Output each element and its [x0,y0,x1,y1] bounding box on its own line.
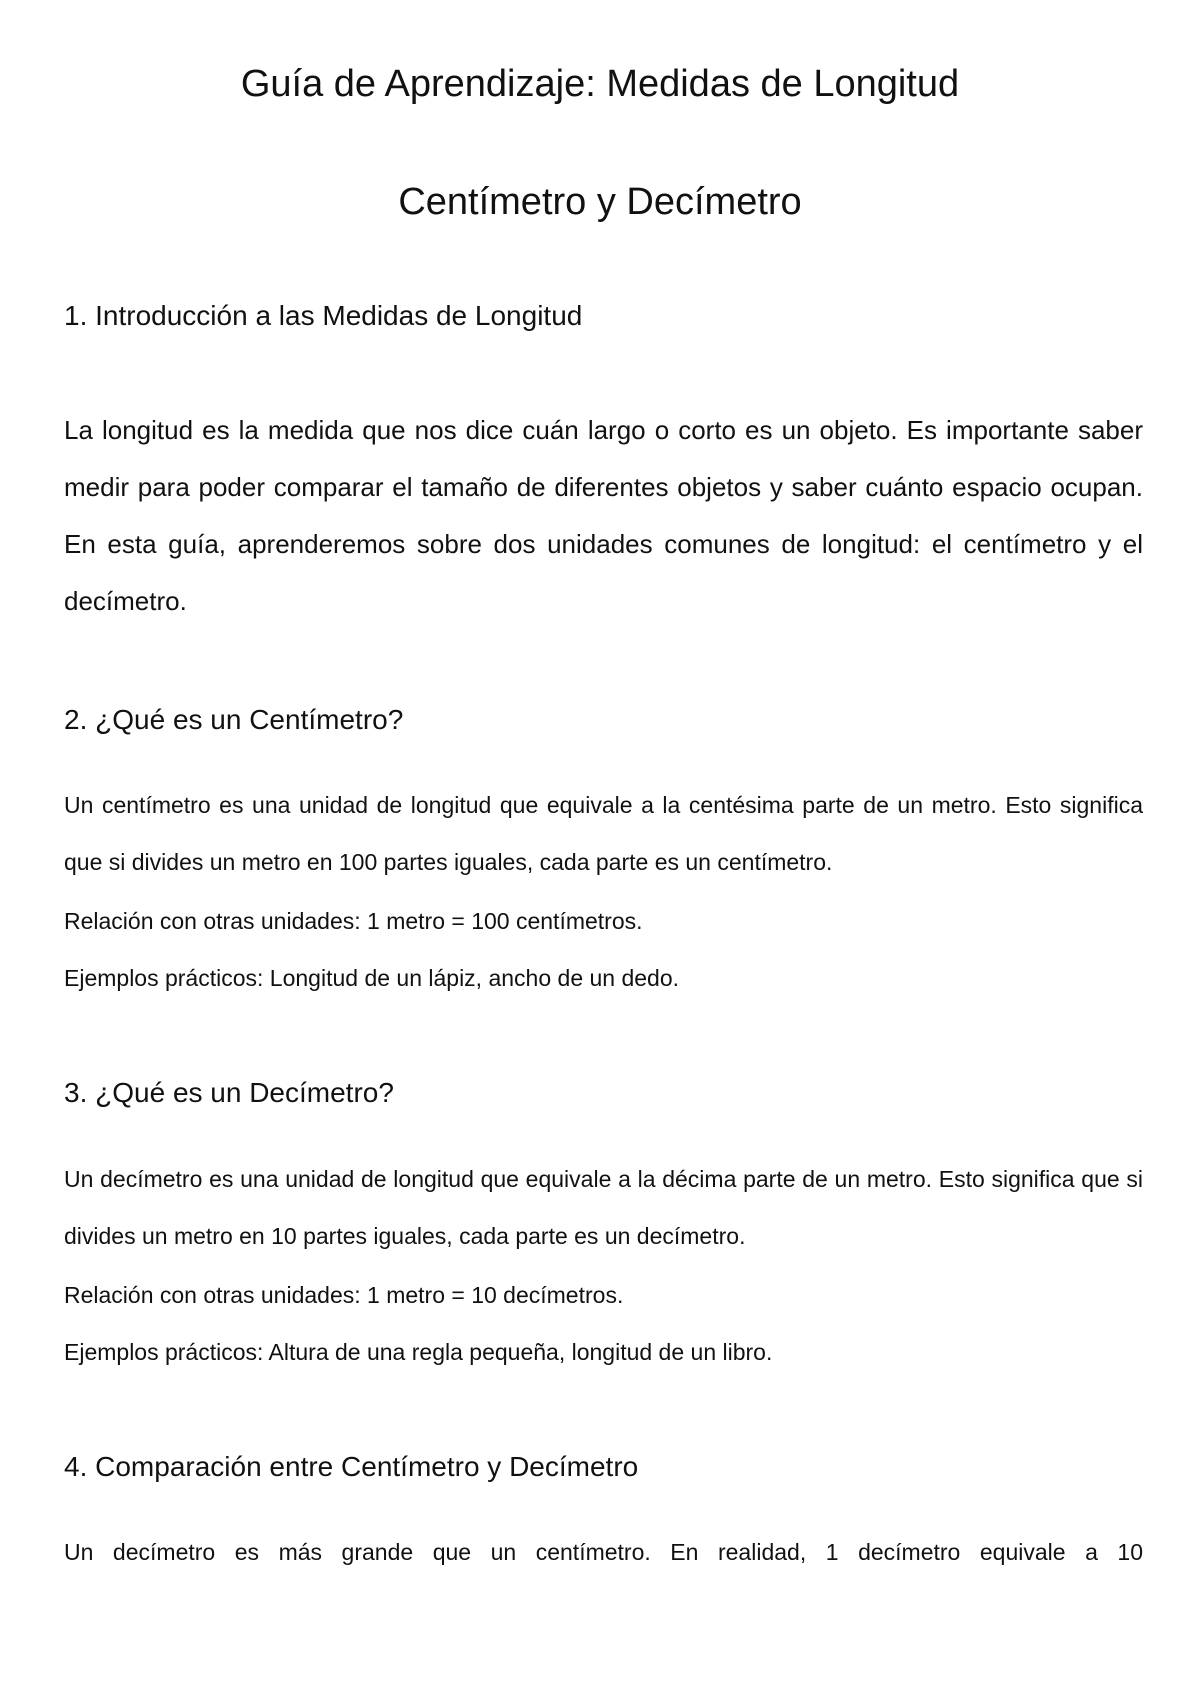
section-relation-decimetro: Relación con otras unidades: 1 metro = 10 decímetros. [64,1282,624,1308]
section-paragraph-decimetro: Un decímetro es una unidad de longitud que equivale a la décima parte de un metro. Esto significa que si divides un metro en 10 partes iguales, cada parte es un decímetro. [64,1166,1143,1249]
section-relation-centimetro: Relación con otras unidades: 1 metro = 100 centímetros. [64,908,643,934]
section-heading-comparacion: 4. Comparación entre Centímetro y Decímetro [64,1451,639,1482]
section-paragraph-comparacion: Un decímetro es más grande que un centímetro. En realidad, 1 decímetro equivale a 10 [64,1539,1143,1565]
section-heading-decimetro: 3. ¿Qué es un Decímetro? [64,1077,394,1108]
section-paragraph-introduction: La longitud es la medida que nos dice cuán largo o corto es un objeto. Es importante saber medir para poder comparar el tamaño de diferentes objetos y saber cuánto espacio ocupan. En esta guía, aprenderemos sobre dos unidades comunes de longitud: el centímetro y el decímetro. [64,415,1143,616]
section-paragraph-centimetro: Un centímetro es una unidad de longitud que equivale a la centésima parte de un metro. Esto significa que si divides un metro en 100 partes iguales, cada parte es un centímetro. [64,792,1143,875]
section-examples-decimetro: Ejemplos prácticos: Altura de una regla pequeña, longitud de un libro. [64,1339,773,1365]
section-examples-centimetro: Ejemplos prácticos: Longitud de un lápiz, ancho de un dedo. [64,965,680,991]
section-heading-introduction: 1. Introducción a las Medidas de Longitud [64,300,583,331]
document-title: Guía de Aprendizaje: Medidas de Longitud [240,63,960,105]
document-subtitle: Centímetro y Decímetro [398,181,802,223]
section-heading-centimetro: 2. ¿Qué es un Centímetro? [64,704,404,735]
